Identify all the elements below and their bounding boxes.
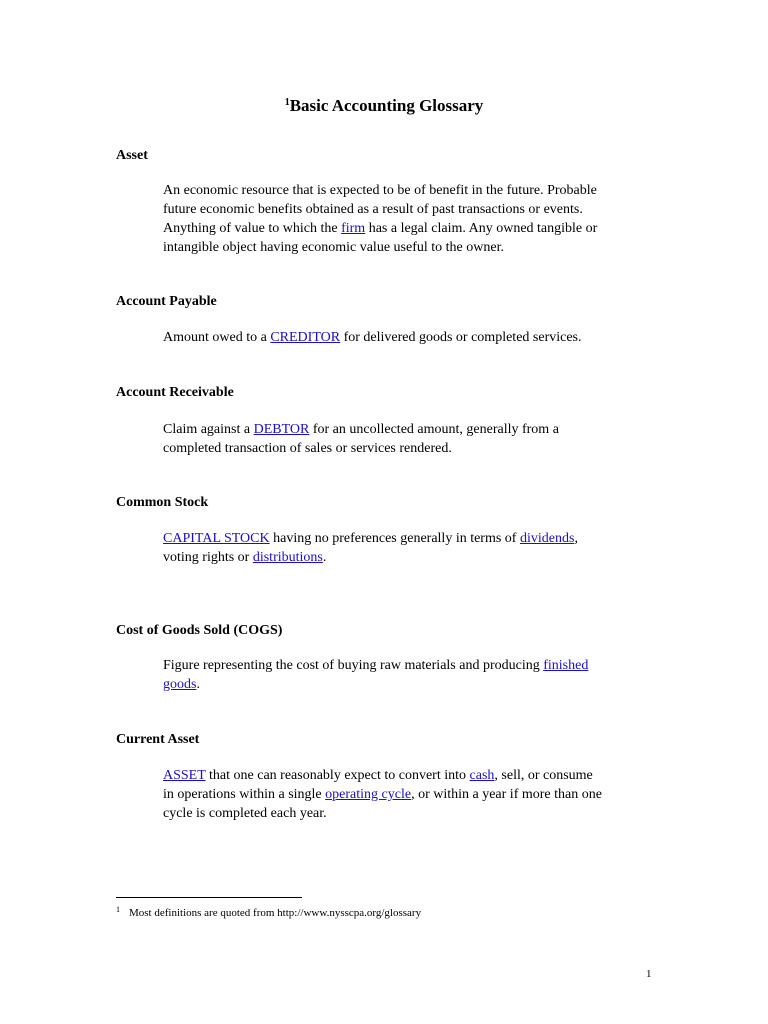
definition-account-payable (163, 328, 663, 347)
definition-line: voting rights or distributions. (163, 550, 327, 565)
link-finished[interactable]: finished (543, 658, 589, 673)
footnote (116, 906, 421, 920)
definition-line: intangible object having economic value useful to the owner. (163, 240, 504, 255)
term-cogs: Cost of Goods Sold (COGS) (116, 623, 283, 638)
term-account-payable: Account Payable (116, 294, 217, 309)
link-asset[interactable]: ASSET (163, 768, 206, 783)
definition-line: An economic resource that is expected to be of benefit in the future. Probable (163, 183, 597, 198)
link-operating-cycle[interactable]: operating cycle (325, 787, 412, 802)
definition-line: completed transaction of sales or services rendered. (163, 441, 452, 456)
term-common-stock: Common Stock (116, 495, 209, 510)
page-number: 1 (646, 968, 652, 980)
definition-line: ASSET that one can reasonably expect to convert into cash, sell, or consume (163, 768, 593, 783)
title-footnote-marker: 1 (284, 97, 290, 108)
link-dividends[interactable]: dividends (519, 531, 575, 546)
definition-line: CAPITAL STOCK having no preferences generally in terms of dividends, (163, 531, 578, 546)
link-capital-stock[interactable]: CAPITAL STOCK (163, 531, 270, 546)
term-asset: Asset (116, 148, 148, 163)
definition-cogs (163, 656, 663, 694)
definition-line: future economic benefits obtained as a result of past transactions or events. (163, 202, 583, 217)
definition-line: Figure representing the cost of buying raw materials and producing finished (163, 658, 589, 673)
definition-common-stock (163, 529, 663, 567)
definition-line: Claim against a DEBTOR for an uncollected amount, generally from a (163, 422, 559, 437)
footnote-divider (116, 897, 302, 898)
definition-line: in operations within a single operating cycle, or within a year if more than one (163, 787, 602, 802)
link-firm[interactable]: firm (341, 221, 366, 236)
link-distributions[interactable]: distributions (252, 550, 323, 565)
title-text: Basic Accounting Glossary (289, 96, 484, 115)
definition-line: Anything of value to which the firm has a legal claim. Any owned tangible or (163, 221, 598, 236)
link-debtor[interactable]: DEBTOR (253, 422, 310, 437)
link-creditor[interactable]: CREDITOR (270, 330, 341, 345)
definition-asset (163, 181, 663, 257)
term-current-asset: Current Asset (116, 732, 200, 747)
link-cash[interactable]: cash (469, 768, 495, 783)
definition-current-asset (163, 766, 663, 823)
page-title (0, 95, 768, 117)
definition-line: Amount owed to a CREDITOR for delivered goods or completed services. (163, 330, 582, 345)
footnote-marker: 1 (116, 905, 120, 914)
footnote-text: Most definitions are quoted from http://www.nysscpa.org/glossary (129, 907, 422, 919)
term-account-receivable: Account Receivable (116, 385, 234, 400)
definition-account-receivable (163, 420, 663, 458)
definition-line: goods. (163, 677, 200, 692)
link-goods[interactable]: goods (163, 677, 197, 692)
definition-line: cycle is completed each year. (163, 806, 327, 821)
